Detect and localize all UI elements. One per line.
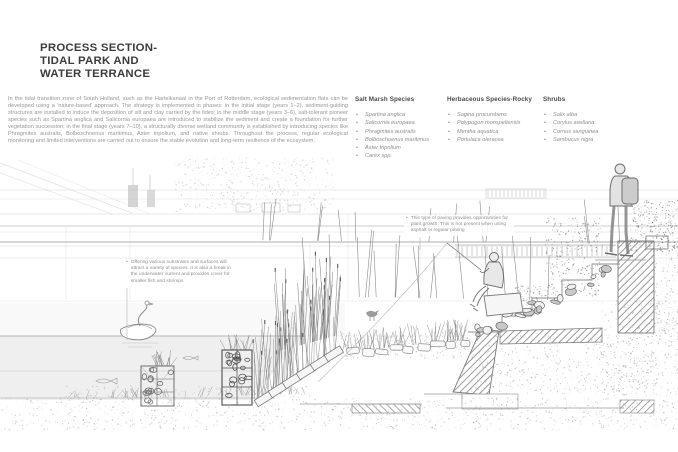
species-item: • Sagina procumbens	[447, 111, 539, 119]
column-header: Salt Marsh Species	[355, 96, 415, 103]
page-title	[40, 42, 157, 80]
species-item: • Salicornia europaea	[355, 119, 443, 127]
species-item: • Corylus avellana	[543, 119, 623, 127]
species-item: • Cornus sanguinea	[543, 128, 623, 136]
species-item: • Mentha aquatica	[447, 128, 539, 136]
column-header: Shrubs	[543, 96, 566, 103]
species-item: • Salix alba	[543, 111, 623, 119]
species-item: • Bolboschoenus maritimus	[355, 136, 443, 144]
species-column-shrubs	[543, 96, 623, 144]
annotation-paving	[404, 215, 514, 236]
description-paragraph: In the tidal transition zone of South Holland, such as the Hartelkanaal in the Port of Rotterdam, ecological sedimentation flats can be developed using a 'nature-based' approach. The strategy is implemented in phases: in the initial stage (years 1–2), sediment-guiding structures are installed to induce the deposition of silt and clay carried by the tides; in the middle stage (years 3–6), salt-tolerant pioneer species such as Spartina anglica and Salicornia europaea are introduced to stabilize the sediment and create a foundation for further vegetation succession; in the final stage (years 7–10), a structurally diverse wetland community is established by introducing species like Phragmites australis, Bolboschoenus maritimus, Aster tripolium, and native shrubs. Throughout the process, regular ecological monitoring and limited interventions are carried out to ensure the stable evolution and long-term resilience of the ecosystem.	[8, 96, 348, 144]
species-item: • Portulaca oleracea	[447, 136, 539, 144]
species-item: • Aster tripolium	[355, 144, 443, 152]
title-line: PROCESS SECTION-	[40, 42, 158, 54]
species-item: • Phragmites australis	[355, 128, 443, 136]
title-line: WATER TERRANCE	[40, 67, 151, 80]
species-list	[355, 111, 443, 161]
species-item: • Sambucus nigra	[543, 136, 623, 144]
species-column-salt-marsh	[355, 96, 443, 161]
bird-sketch	[366, 310, 379, 321]
species-column-herbaceous-rocky	[447, 96, 539, 144]
species-item: • Spartina anglica	[355, 111, 443, 119]
annotation-substrates	[124, 259, 234, 286]
column-header: Herbaceous Species-Rocky	[447, 96, 532, 103]
species-list	[447, 111, 539, 144]
species-list	[543, 111, 623, 144]
title-line: TIDAL PARK AND	[40, 54, 139, 67]
annotation-text: • Offering various substrates and surfaces will attract a variety of species. It is also a break in the underwater current and provides cover for smaller fish and shrimps	[130, 260, 232, 284]
species-item: • Polypogon monspeliensis	[447, 119, 539, 127]
annotation-text: • This type of paving provides opportunities for plant growth. This is not present when using asphalt or regular paving	[410, 216, 509, 234]
species-item: • Carex spp.	[355, 152, 443, 160]
